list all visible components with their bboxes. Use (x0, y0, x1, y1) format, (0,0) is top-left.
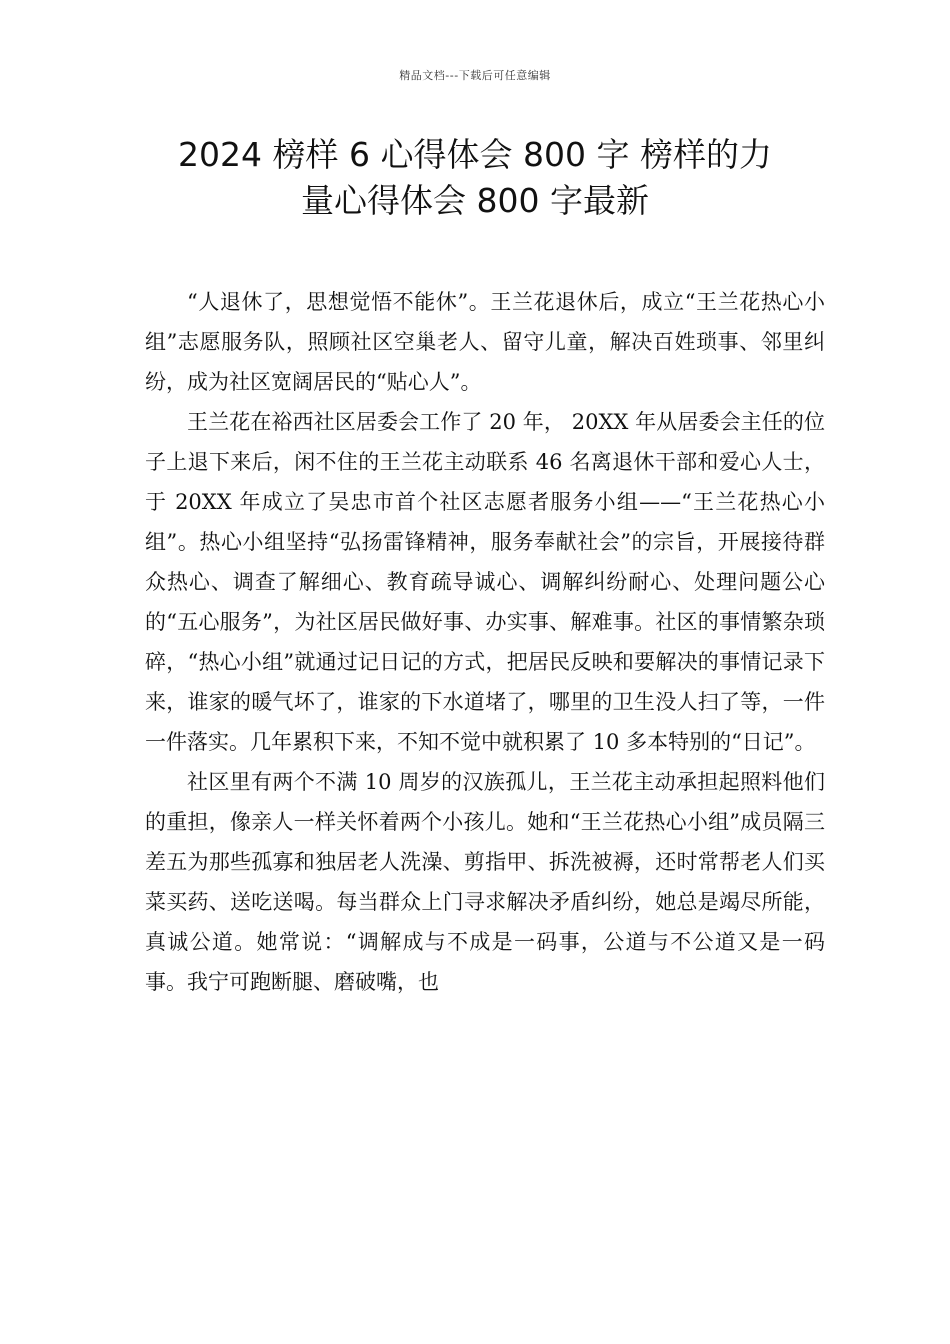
paragraph-2: 王兰花在裕西社区居委会工作了 20 年， 20XX 年从居委会主任的位子上退下来后，闲不住的王兰花主动联系 46 名离退休干部和爱心人士，于 20XX 年成立了吴忠市首个社区志愿者服务小组——“王兰花热心小组”。热心小组坚持“弘扬雷锋精神，服务奉献社会”的宗旨，开展接待群众热心、调查了解细心、教育疏导诚心、调解纠纷耐心、处理问题公心的“五心服务”，为社区居民做好事、办实事、解难事。社区的事情繁杂琐碎，“热心小组”就通过记日记的方式，把居民反映和要解决的事情记录下来，谁家的暖气坏了，谁家的下水道堵了，哪里的卫生没人扫了等，一件一件落实。几年累积下来，不知不觉中就积累了 10 多本特别的“日记”。 (145, 410, 825, 754)
document-title (140, 132, 810, 224)
paragraph-3: 社区里有两个不满 10 周岁的汉族孤儿，王兰花主动承担起照料他们的重担，像亲人一样关怀着两个小孩儿。她和“王兰花热心小组”成员隔三差五为那些孤寡和独居老人洗澡、剪指甲、拆洗被褥，还时常帮老人们买菜买药、送吃送喝。每当群众上门寻求解决矛盾纠纷，她总是竭尽所能，真诚公道。她常说：“调解成与不成是一码事，公道与不公道又是一码事。我宁可跑断腿、磨破嘴，也 (145, 770, 825, 994)
header-note: 精品文档---下载后可任意编辑 (399, 69, 551, 82)
paragraph-1: “人退休了，思想觉悟不能休”。王兰花退休后，成立“王兰花热心小组”志愿服务队，照顾社区空巢老人、留守儿童，解决百姓琐事、邻里纠纷，成为社区宽阔居民的“贴心人”。 (145, 290, 825, 394)
document-title-line-1: 2024 榜样 6 心得体会 800 字 榜样的力 (178, 135, 772, 174)
document-body (145, 282, 825, 1002)
document-title-line-2: 量心得体会 800 字最新 (301, 181, 649, 220)
